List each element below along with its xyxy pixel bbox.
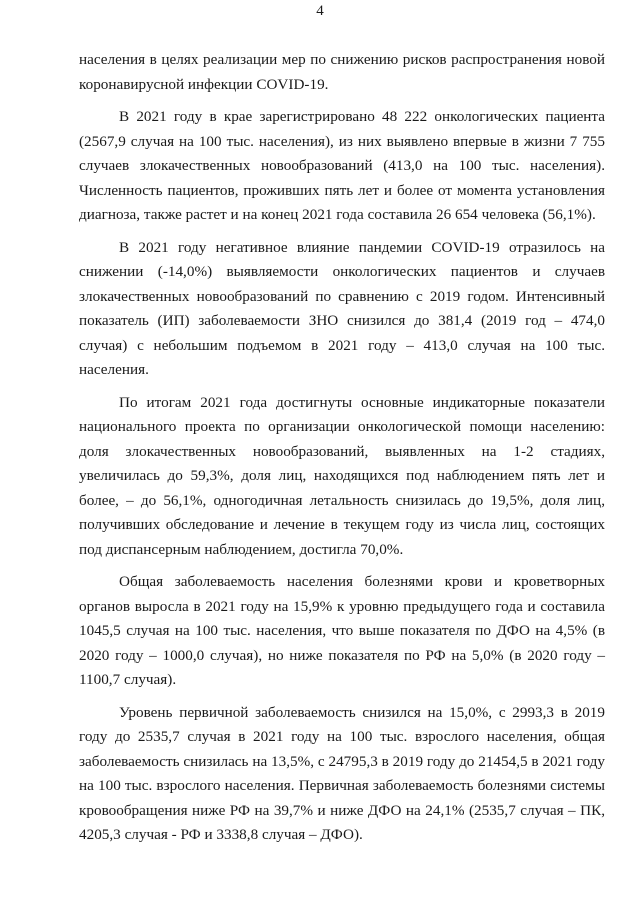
paragraph-covid-impact: В 2021 году негативное влияние пандемии COVID-19 отразилось на снижении (-14,0%) выявляемости онкологических пациентов и случаев злокачественных новообразований по сравнению с 2019 годом. Интенсивный показатель (ИП) заболеваемости ЗНО снизился до 381,4 (2019 год – 474,0 случая) с небольшим подъемом в 2021 году – 413,0 случая на 100 тыс. населения. bbox=[79, 238, 605, 378]
paragraph-oncology-registered: В 2021 году в крае зарегистрировано 48 222 онкологических пациента (2567,9 случая на 100 тыс. населения), из них выявлено впервые в жизни 7 755 случаев злокачественных новообразований (413,0 на 100 тыс. населения). Численность пациентов, проживших пять лет и более от момента установления диагноза, также растет и на конец 2021 года составила 26 654 человека (56,1%). bbox=[79, 108, 605, 223]
paragraph-continuation: населения в целях реализации мер по снижению рисков распространения новой коронавирусной инфекции COVID-19. bbox=[79, 51, 605, 93]
paragraph-blood-diseases: Общая заболеваемость населения болезнями крови и кроветворных органов выросла в 2021 году на 15,9% к уровню предыдущего года и составила 1045,5 случая на 100 тыс. населения, что выше показателя по ДФО на 4,5% (в 2020 году – 1000,0 случая), но ниже показателя по РФ на 5,0% (в 2020 году – 1100,7 случая). bbox=[79, 573, 605, 688]
document-body bbox=[79, 48, 605, 856]
paragraph-primary-morbidity: Уровень первичной заболеваемость снизился на 15,0%, с 2993,3 в 2019 году до 2535,7 случая в 2021 году на 100 тыс. взрослого населения, общая заболеваемость снизилась на 13,5%, с 24795,3 в 2019 году до 21454,5 в 2021 году на 100 тыс. взрослого населения. Первичная заболеваемость болезнями системы кровообращения ниже РФ на 39,7% и ниже ДФО на 24,1% (2535,7 случая – ПК, 4205,3 случая - РФ и 3338,8 случая – ДФО). bbox=[79, 703, 605, 843]
page-number: 4 bbox=[316, 3, 324, 19]
paragraph-national-project-indicators: По итогам 2021 года достигнуты основные индикаторные показатели национального проекта по организации онкологической помощи населению: доля злокачественных новообразований, выявленных на 1-2 стадиях, увеличилась до 59,3%, доля лиц, находящихся под наблюдением пять лет и более, – до 56,1%, одногодичная летальность снизилась до 19,5%, доля лиц, получивших обследование и лечение в текущем году из числа лиц, состоящих под диспансерным наблюдением, достигла 70,0%. bbox=[79, 393, 605, 558]
